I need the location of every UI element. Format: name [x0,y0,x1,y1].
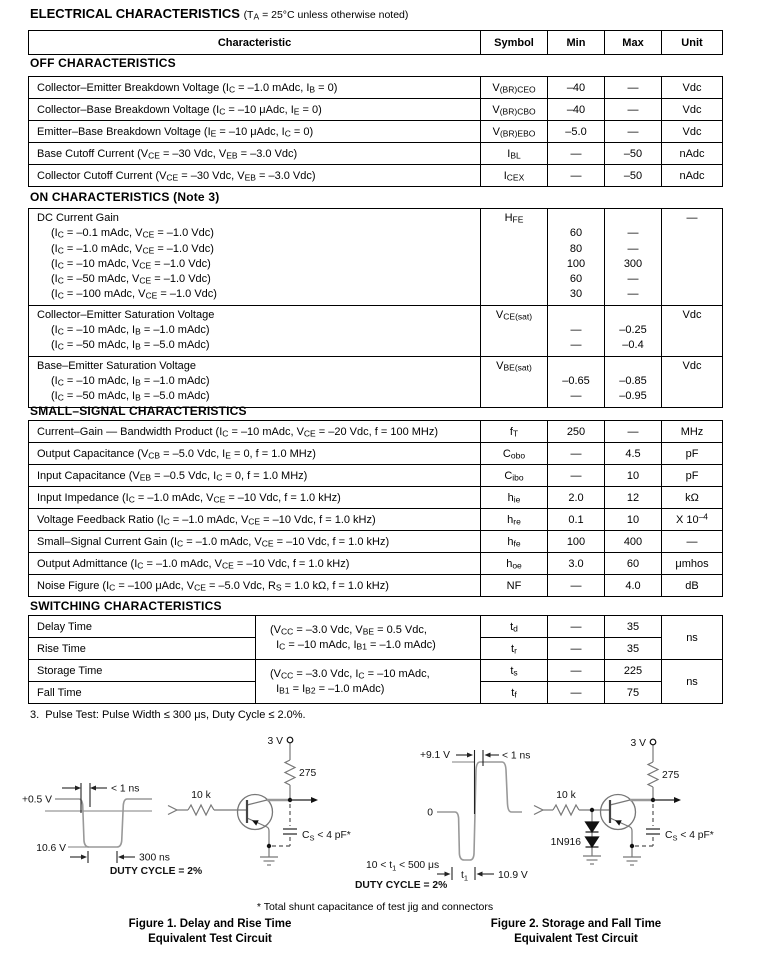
fig1-pulse-width-label: 300 ns [139,852,170,864]
cell-symbol: $C_{ibo}$ [481,465,548,487]
title-note: ($T_A = 25^\circ C$ unless otherwise noted) [243,9,409,22]
fig2-capacitor-plates [646,829,660,834]
cell-characteristic: Small–Signal Current Gain ($I_C = -1.0$ mAdc, $V_{CE} = -10$ Vdc, f = 1.0 kHz) [29,531,481,553]
cell-min: 0.1 [548,509,605,531]
table-row [29,209,723,306]
figure2-caption-line2: Equivalent Test Circuit [514,933,638,945]
cell-symbol: $H_{FE}$ [481,209,548,306]
fig1-collector-resistor-label: 275 [299,768,317,779]
page-title [30,6,408,21]
cell-characteristic [29,356,481,407]
table-row [29,356,723,407]
cell-max: 400 [605,531,662,553]
column-header-characteristic: Characteristic [29,31,481,55]
characteristic-conditions: ($I_C = -0.1$ mAdc, $V_{CE} = -1.0$ Vdc) ($I_C = -1.0$ mAdc, $V_{CE} = -1.0$ Vdc) ($I_C = -10$ mAdc, $V_{CE} = -1.0$ Vdc) ($I_C = -50$ mAdc, $V_{CE} = -1.0$ Vdc) ($I_C = -100$ mAdc, $V_{CE} = -1.0$ Vdc) [51,227,217,301]
cell-characteristic [29,305,481,356]
fig1-duty-cycle-label: DUTY CYCLE = 2% [109,866,203,877]
table-row [29,121,723,143]
characteristics-header-table [28,30,723,55]
fig2-zero-level-label: 0 [427,807,433,819]
cell-symbol: $I_{BL}$ [481,143,548,165]
cell-symbol: $t_f$ [481,682,548,704]
table-row [29,165,723,187]
cell-symbol: $h_{fe}$ [481,531,548,553]
fig1-top-level-label: +0.5 V [21,794,52,806]
column-header-max: Max [605,31,662,55]
cell-characteristic: Collector–Emitter Breakdown Voltage ($I_C = -1.0$ mAdc, $I_B = 0$) [29,77,481,99]
cell-characteristic: Emitter–Base Breakdown Voltage ($I_E = -10$ μAdc, $I_C = 0$) [29,121,481,143]
fig1-base-resistor-label: 10 k [191,790,211,801]
cell-unit: μmhos [662,553,723,575]
fig1-shunt-cap-label: $C_S < 4$ pF* [302,830,351,843]
cell-max: 35 [605,638,662,660]
fig1-bottom-level-label: 10.6 V [36,843,66,854]
table-row [29,553,723,575]
characteristic-title: DC Current Gain [37,212,119,224]
pulse-test-note: 3. Pulse Test: Pulse Width ≤ 300 μs, Duty Cycle ≤ 2.0%. [30,709,306,721]
cell-unit: X $10^{-4}$ [662,509,723,531]
cell-max: — [605,99,662,121]
cell-symbol: $h_{ie}$ [481,487,548,509]
cell-characteristic: Input Impedance ($I_C = -1.0$ mAdc, $V_{CE} = -10$ Vdc, f = 1.0 kHz) [29,487,481,509]
table-row [29,305,723,356]
off-table-wrap [28,76,723,187]
cell-unit: ns [662,616,723,660]
cell-characteristic: Collector–Base Breakdown Voltage ($I_C = -10$ μAdc, $I_E = 0$) [29,99,481,121]
cell-unit: Vdc [662,356,723,407]
cell-unit: nAdc [662,165,723,187]
fig2-bottom-level-label: 10.9 V [498,870,528,881]
fig1-shunt-capacitor [271,804,290,846]
cell-min: 100 [548,531,605,553]
cell-characteristic [29,209,481,306]
cell-max: –50 [605,143,662,165]
header-row [29,31,723,55]
cell-unit: — [662,209,723,306]
table-header-wrap [28,30,723,55]
cell-symbol: $t_r$ [481,638,548,660]
cell-min: — [548,465,605,487]
table-row [29,77,723,99]
cell-max: 10 [605,509,662,531]
cell-symbol: $V_{(BR)CBO}$ [481,99,548,121]
cell-max: –0.25 –0.4 [605,305,662,356]
fig2-collector-resistor-label: 275 [662,770,680,781]
cell-max: –0.85 –0.95 [605,356,662,407]
cell-conditions: ($V_{CC} = -3.0$ Vdc, $I_C = -10$ mAdc, $I_{B1} = I_{B2} = -1.0$ mAdc) [256,660,481,704]
cell-characteristic: Noise Figure ($I_C = -100$ μAdc, $V_{CE} = -5.0$ Vdc, $R_S = 1.0$ kΩ, f = 1.0 kHz) [29,575,481,597]
section-label-on: ON CHARACTERISTICS (Note 3) [30,190,220,204]
cell-max: 75 [605,682,662,704]
cell-max: 12 [605,487,662,509]
cell-unit: pF [662,465,723,487]
cell-symbol: $f_T$ [481,421,548,443]
cell-characteristic: Base Cutoff Current ($V_{CE} = -30$ Vdc, $V_{EB} = -3.0$ Vdc) [29,143,481,165]
fig2-duty-cycle-label: DUTY CYCLE = 2% [355,880,448,891]
cell-characteristic: Current–Gain — Bandwidth Product ($I_C = -10$ mAdc, $V_{CE} = -20$ Vdc, f = 100 MHz) [29,421,481,443]
cell-symbol: $h_{re}$ [481,509,548,531]
cell-characteristic: Output Admittance ($I_C = -1.0$ mAdc, $V_{CE} = -10$ Vdc, f = 1.0 kHz) [29,553,481,575]
table-row [29,616,723,638]
cell-min: 3.0 [548,553,605,575]
table-row [29,531,723,553]
characteristic-title: Collector–Emitter Saturation Voltage [37,308,215,321]
on-table-wrap [28,208,723,408]
cell-max: 4.5 [605,443,662,465]
table-row [29,143,723,165]
fig2-t1-label: $t_1$ [461,870,469,883]
cell-symbol: NF [481,575,548,597]
figure1-caption-line2: Equivalent Test Circuit [148,933,272,945]
section-label-off: OFF CHARACTERISTICS [30,56,176,70]
small-signal-table [28,420,723,597]
table-row [29,443,723,465]
cell-min: — [548,165,605,187]
small-signal-table-wrap [28,420,723,597]
cell-min: 60 80 100 60 30 [548,209,605,306]
cell-min: — [548,682,605,704]
on-characteristics-table [28,208,723,408]
fig2-base-resistor-label: 10 k [556,790,576,801]
cell-min: — — [548,305,605,356]
switching-table [28,615,723,704]
figure1-caption [80,917,340,947]
cell-min: –40 [548,77,605,99]
cell-max: — [605,121,662,143]
figure1-caption-line1: Figure 1. Delay and Rise Time [128,918,292,930]
cell-characteristic: Input Capacitance ($V_{EB} = -0.5$ Vdc, $I_C = 0$, f = 1.0 MHz) [29,465,481,487]
table-row [29,575,723,597]
fig1-capacitor-plates [283,829,297,834]
shunt-capacitance-footnote: * Total shunt capacitance of test jig and connectors [256,901,494,913]
cell-symbol: $t_d$ [481,616,548,638]
cell-symbol: $V_{CE(sat)}$ [481,305,548,356]
figure2-caption-line1: Figure 2. Storage and Fall Time [490,918,662,930]
cell-unit: MHz [662,421,723,443]
cell-min: — [548,575,605,597]
switching-table-wrap [28,615,723,704]
cell-symbol: $V_{(BR)EBO}$ [481,121,548,143]
cell-min: — [548,143,605,165]
cell-characteristic: Delay Time [29,616,256,638]
cell-symbol: $h_{oe}$ [481,553,548,575]
cell-max: 60 [605,553,662,575]
fig2-arrowheads [445,753,491,877]
cell-min: 2.0 [548,487,605,509]
fig2-t1-range-label: $10 < t_1 < 500$ μs [366,860,440,873]
fig1-supply-label: 3 V [267,736,283,747]
section-label-small-signal: SMALL–SIGNAL CHARACTERISTICS [30,404,247,418]
off-characteristics-table [28,76,723,187]
table-row [29,487,723,509]
cell-min: –40 [548,99,605,121]
cell-unit: pF [662,443,723,465]
cell-max: — [605,421,662,443]
cell-min: –5.0 [548,121,605,143]
fig2-supply-label: 3 V [630,738,646,749]
fig2-diode-label: 1N916 [550,837,581,848]
cell-unit: Vdc [662,305,723,356]
cell-min: — [548,638,605,660]
cell-unit: Vdc [662,77,723,99]
cell-unit: — [662,531,723,553]
fig2-shunt-cap-label: $C_S < 4$ pF* [665,830,714,843]
cell-characteristic: Fall Time [29,682,256,704]
table-row [29,509,723,531]
cell-min: — [548,443,605,465]
cell-max: 35 [605,616,662,638]
fig1-edge-time-label: < 1 ns [111,783,140,795]
cell-min: –0.65 — [548,356,605,407]
cell-unit: Vdc [662,121,723,143]
cell-unit: nAdc [662,143,723,165]
table-row [29,465,723,487]
cell-characteristic: Voltage Feedback Ratio ($I_C = -1.0$ mAdc, $V_{CE} = -10$ Vdc, f = 1.0 kHz) [29,509,481,531]
cell-unit: ns [662,660,723,704]
cell-symbol: $V_{(BR)CEO}$ [481,77,548,99]
cell-max: 10 [605,465,662,487]
cell-symbol: $t_s$ [481,660,548,682]
table-row [29,421,723,443]
title-text: ELECTRICAL CHARACTERISTICS [30,6,240,21]
column-header-min: Min [548,31,605,55]
cell-max: 4.0 [605,575,662,597]
cell-characteristic: Output Capacitance ($V_{CB} = -5.0$ Vdc, $I_E = 0$, f = 1.0 MHz) [29,443,481,465]
table-row [29,99,723,121]
fig1-dimension-marks [62,783,135,863]
fig1-arrowheads [75,786,124,860]
cell-characteristic: Storage Time [29,660,256,682]
cell-max: — — 300 — — [605,209,662,306]
table-row [29,660,723,682]
fig1-waveform [45,799,152,847]
characteristic-title: Base–Emitter Saturation Voltage [37,359,196,372]
cell-symbol: $V_{BE(sat)}$ [481,356,548,407]
cell-max: 225 [605,660,662,682]
column-header-unit: Unit [662,31,723,55]
fig2-top-level-label: +9.1 V [419,750,450,761]
column-header-symbol: Symbol [481,31,548,55]
cell-max: — [605,77,662,99]
cell-unit: Vdc [662,99,723,121]
fig2-waveform [437,762,522,860]
fig2-edge-time-label: < 1 ns [502,750,531,762]
cell-characteristic: Collector Cutoff Current ($V_{CE} = -30$ Vdc, $V_{EB} = -3.0$ Vdc) [29,165,481,187]
characteristic-conditions: ($I_C = -10$ mAdc, $I_B = -1.0$ mAdc) ($I_C = -50$ mAdc, $I_B = -5.0$ mAdc) [51,374,210,403]
cell-unit: kΩ [662,487,723,509]
cell-min: — [548,616,605,638]
cell-min: — [548,660,605,682]
cell-symbol: $C_{obo}$ [481,443,548,465]
cell-min: 250 [548,421,605,443]
cell-max: –50 [605,165,662,187]
test-circuit-figures [0,726,763,902]
section-label-switching: SWITCHING CHARACTERISTICS [30,599,222,613]
cell-unit: dB [662,575,723,597]
cell-characteristic: Rise Time [29,638,256,660]
fig2-shunt-capacitor [634,804,653,846]
cell-symbol: $I_{CEX}$ [481,165,548,187]
figure2-caption [446,917,706,947]
cell-conditions: ($V_{CC} = -3.0$ Vdc, $V_{BE} = 0.5$ Vdc, $I_C = -10$ mAdc, $I_{B1} = -1.0$ mAdc) [256,616,481,660]
characteristic-conditions: ($I_C = -10$ mAdc, $I_B = -1.0$ mAdc) ($I_C = -50$ mAdc, $I_B = -5.0$ mAdc) [51,324,210,352]
